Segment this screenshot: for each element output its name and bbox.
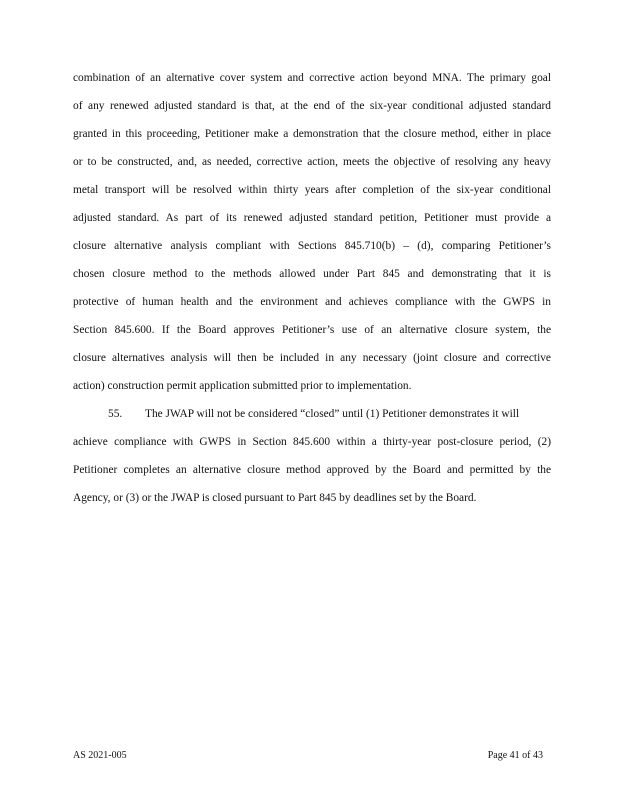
text-line: adjusted standard. As part of its renewed adjusted standard petition, Petitioner must provide a xyxy=(73,212,551,224)
text-line: closure alternative analysis compliant with Sections 845.710(b) – (d), comparing Petitioner’s xyxy=(73,240,551,252)
text-line: achieve compliance with GWPS in Section 845.600 within a thirty-year post-closure period, (2) xyxy=(73,436,551,448)
footer-docket-number: AS 2021-005 xyxy=(73,750,127,761)
text-line: or to be constructed, and, as needed, corrective action, meets the objective of resolving any heavy xyxy=(73,156,551,168)
paragraph-55 xyxy=(73,404,551,516)
text-line: Agency, or (3) or the JWAP is closed pursuant to Part 845 by deadlines set by the Board. xyxy=(73,492,477,504)
text-line: action) construction permit application submitted prior to implementation. xyxy=(73,380,412,392)
text-line: combination of an alternative cover system and corrective action beyond MNA. The primary goal xyxy=(73,72,551,84)
paragraph-54-continuation xyxy=(73,68,551,404)
text-line: Petitioner completes an alternative closure method approved by the Board and permitted by the xyxy=(73,464,551,476)
text-line: Section 845.600. If the Board approves Petitioner’s use of an alternative closure system, the xyxy=(73,324,551,336)
text-line: chosen closure method to the methods allowed under Part 845 and demonstrating that it is xyxy=(73,268,551,280)
text-line: closure alternatives analysis will then be included in any necessary (joint closure and corrective xyxy=(73,352,551,364)
text-line: The JWAP will not be considered “closed” until (1) Petitioner demonstrates it will xyxy=(145,408,520,420)
text-line: protective of human health and the environment and achieves compliance with the GWPS in xyxy=(73,296,551,308)
paragraph-55-first-line xyxy=(73,404,551,432)
paragraph-number: 55. xyxy=(108,408,123,420)
text-line: granted in this proceeding, Petitioner make a demonstration that the closure method, either in place xyxy=(73,128,551,140)
document-body xyxy=(73,68,551,516)
text-line: of any renewed adjusted standard is that, at the end of the six-year conditional adjusted standard xyxy=(73,100,551,112)
text-line: metal transport will be resolved within thirty years after completion of the six-year conditional xyxy=(73,184,551,196)
footer-page-number: Page 41 of 43 xyxy=(487,750,543,761)
